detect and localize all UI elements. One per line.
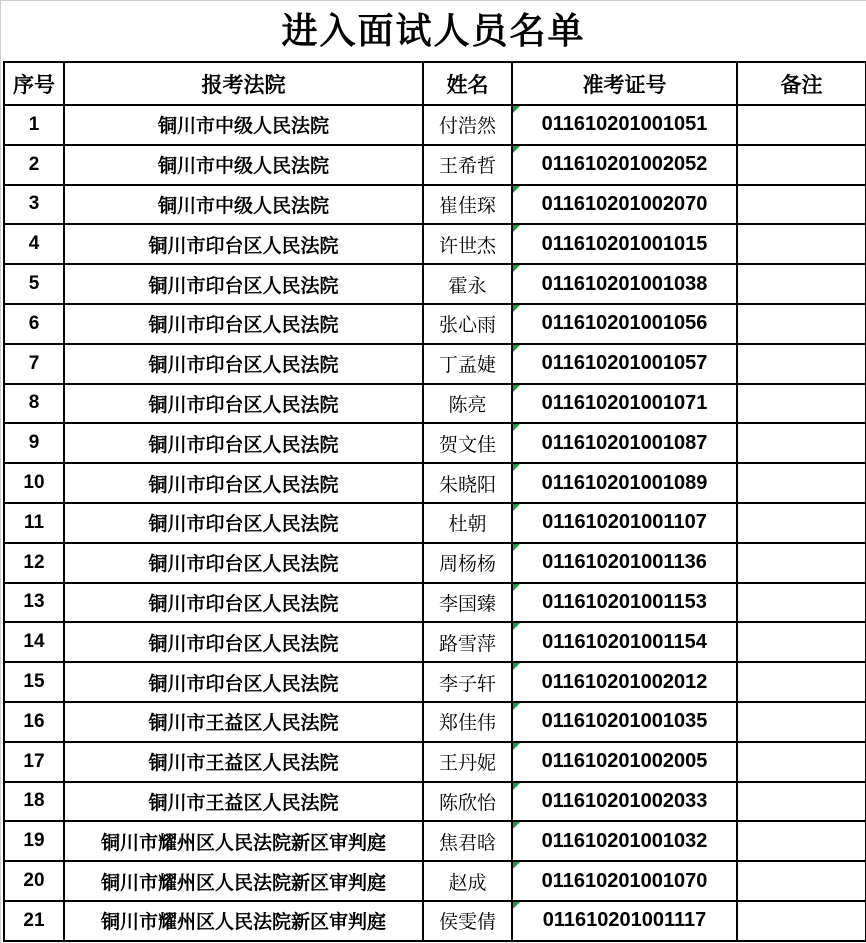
cell-remark [737,344,866,384]
ticket-number: 011610201002052 [541,153,708,176]
ticket-number: 011610201001154 [542,630,707,653]
cell-name: 霍永 [423,264,512,304]
ticket-number: 011610201001015 [541,232,708,255]
green-triangle-icon [513,783,520,790]
cell-remark [737,583,866,623]
table-row [4,742,866,782]
table-row [4,662,866,702]
cell-court: 铜川市印台区人民法院 [64,503,423,543]
cell-remark [737,821,866,861]
green-triangle-icon [513,703,520,710]
cell-name: 丁孟婕 [423,344,512,384]
green-triangle-icon [513,265,520,272]
cell-seq: 18 [4,782,64,822]
green-triangle-icon [513,902,520,909]
cell-name: 陈亮 [423,384,512,424]
table-row [4,145,866,185]
cell-seq: 13 [4,583,64,623]
cell-remark [737,145,866,185]
column-header-name: 姓名 [423,62,512,105]
cell-seq: 9 [4,423,64,463]
cell-remark [737,264,866,304]
ticket-number: 011610201001032 [541,829,708,852]
ticket-number: 011610201002012 [541,670,708,693]
cell-court: 铜川市印台区人民法院 [64,224,423,264]
cell-remark [737,423,866,463]
table-row [4,821,866,861]
green-triangle-icon [513,424,520,431]
ticket-number: 011610201001107 [542,511,707,534]
green-triangle-icon [513,544,520,551]
cell-ticket [512,384,737,424]
cell-court: 铜川市印台区人民法院 [64,384,423,424]
cell-seq: 3 [4,185,64,225]
ticket-number: 011610201001056 [541,312,708,335]
ticket-number: 011610201001117 [542,909,707,932]
ticket-number: 011610201001071 [541,391,708,414]
table-row [4,702,866,742]
cell-remark [737,224,866,264]
cell-remark [737,463,866,503]
ticket-number: 011610201001153 [542,590,707,613]
cell-seq: 4 [4,224,64,264]
cell-court: 铜川市印台区人民法院 [64,622,423,662]
cell-remark [737,384,866,424]
green-triangle-icon [513,186,520,193]
cell-court: 铜川市中级人民法院 [64,105,423,145]
cell-seq: 6 [4,304,64,344]
table-row [4,423,866,463]
ticket-number: 011610201002005 [541,750,708,773]
cell-name: 贺文佳 [423,423,512,463]
cell-ticket [512,105,737,145]
ticket-number: 011610201001051 [541,113,708,136]
cell-remark [737,702,866,742]
cell-seq: 19 [4,821,64,861]
green-triangle-icon [513,663,520,670]
cell-name: 郑佳伟 [423,702,512,742]
cell-seq: 17 [4,742,64,782]
ticket-number: 011610201001136 [542,551,707,574]
cell-seq: 1 [4,105,64,145]
cell-ticket [512,344,737,384]
table-row [4,344,866,384]
green-triangle-icon [513,822,520,829]
cell-seq: 8 [4,384,64,424]
cell-remark [737,622,866,662]
table-row [4,861,866,901]
cell-seq: 2 [4,145,64,185]
cell-name: 路雪萍 [423,622,512,662]
cell-name: 付浩然 [423,105,512,145]
cell-seq: 10 [4,463,64,503]
cell-ticket [512,583,737,623]
cell-court: 铜川市印台区人民法院 [64,264,423,304]
cell-remark [737,782,866,822]
table-row [4,503,866,543]
cell-court: 铜川市中级人民法院 [64,145,423,185]
table-row [4,224,866,264]
table-row [4,384,866,424]
cell-name: 李子轩 [423,662,512,702]
interview-roster-table [3,61,866,942]
cell-remark [737,503,866,543]
cell-name: 陈欣怡 [423,782,512,822]
ticket-number: 011610201001035 [541,710,708,733]
cell-seq: 15 [4,662,64,702]
cell-ticket [512,224,737,264]
green-triangle-icon [513,584,520,591]
column-header-seq: 序号 [4,62,64,105]
cell-name: 赵成 [423,861,512,901]
cell-ticket [512,662,737,702]
cell-court: 铜川市印台区人民法院 [64,304,423,344]
cell-name: 王希哲 [423,145,512,185]
cell-name: 焦君晗 [423,821,512,861]
cell-ticket [512,622,737,662]
ticket-number: 011610201002033 [541,789,708,812]
table-row [4,304,866,344]
ticket-number: 011610201001038 [541,272,708,295]
cell-seq: 12 [4,543,64,583]
cell-ticket [512,145,737,185]
cell-court: 铜川市王益区人民法院 [64,702,423,742]
cell-court: 铜川市印台区人民法院 [64,583,423,623]
ticket-number: 011610201001087 [541,431,708,454]
cell-seq: 7 [4,344,64,384]
cell-court: 铜川市王益区人民法院 [64,742,423,782]
table-row [4,543,866,583]
cell-remark [737,105,866,145]
green-triangle-icon [513,623,520,630]
cell-ticket [512,543,737,583]
ticket-number: 011610201001089 [541,471,708,494]
cell-seq: 20 [4,861,64,901]
cell-ticket [512,264,737,304]
column-header-ticket: 准考证号 [512,62,737,105]
cell-name: 张心雨 [423,304,512,344]
table-row [4,901,866,941]
cell-seq: 5 [4,264,64,304]
cell-court: 铜川市印台区人民法院 [64,344,423,384]
cell-remark [737,662,866,702]
table-row [4,583,866,623]
cell-remark [737,901,866,941]
table-row [4,105,866,145]
cell-seq: 14 [4,622,64,662]
cell-ticket [512,782,737,822]
cell-name: 王丹妮 [423,742,512,782]
cell-remark [737,185,866,225]
cell-court: 铜川市印台区人民法院 [64,662,423,702]
column-header-remark: 备注 [737,62,866,105]
cell-ticket [512,821,737,861]
cell-seq: 11 [4,503,64,543]
column-header-court: 报考法院 [64,62,423,105]
cell-name: 李国臻 [423,583,512,623]
cell-remark [737,543,866,583]
cell-seq: 16 [4,702,64,742]
ticket-number: 011610201001057 [541,352,708,375]
cell-court: 铜川市耀州区人民法院新区审判庭 [64,861,423,901]
ticket-number: 011610201001070 [541,869,708,892]
cell-ticket [512,742,737,782]
table-row [4,782,866,822]
cell-ticket [512,702,737,742]
cell-remark [737,742,866,782]
table-row [4,185,866,225]
cell-court: 铜川市印台区人民法院 [64,423,423,463]
cell-name: 杜朝 [423,503,512,543]
page-title: 进入面试人员名单 [281,11,586,51]
green-triangle-icon [513,225,520,232]
cell-ticket [512,423,737,463]
cell-name: 侯雯倩 [423,901,512,941]
cell-ticket [512,503,737,543]
cell-court: 铜川市王益区人民法院 [64,782,423,822]
cell-ticket [512,463,737,503]
cell-name: 朱晓阳 [423,463,512,503]
cell-court: 铜川市耀州区人民法院新区审判庭 [64,901,423,941]
cell-court: 铜川市中级人民法院 [64,185,423,225]
table-row [4,463,866,503]
cell-court: 铜川市印台区人民法院 [64,463,423,503]
green-triangle-icon [513,743,520,750]
ticket-number: 011610201002070 [541,192,708,215]
green-triangle-icon [513,464,520,471]
cell-ticket [512,861,737,901]
cell-court: 铜川市耀州区人民法院新区审判庭 [64,821,423,861]
cell-name: 周杨杨 [423,543,512,583]
table-row [4,622,866,662]
green-triangle-icon [513,305,520,312]
green-triangle-icon [513,862,520,869]
cell-ticket [512,304,737,344]
green-triangle-icon [513,106,520,113]
green-triangle-icon [513,146,520,153]
cell-name: 许世杰 [423,224,512,264]
header-row [4,62,866,105]
green-triangle-icon [513,504,520,511]
cell-ticket [512,185,737,225]
cell-seq: 21 [4,901,64,941]
cell-ticket [512,901,737,941]
table-row [4,264,866,304]
cell-remark [737,861,866,901]
cell-court: 铜川市印台区人民法院 [64,543,423,583]
cell-name: 崔佳琛 [423,185,512,225]
green-triangle-icon [513,385,520,392]
cell-remark [737,304,866,344]
green-triangle-icon [513,345,520,352]
